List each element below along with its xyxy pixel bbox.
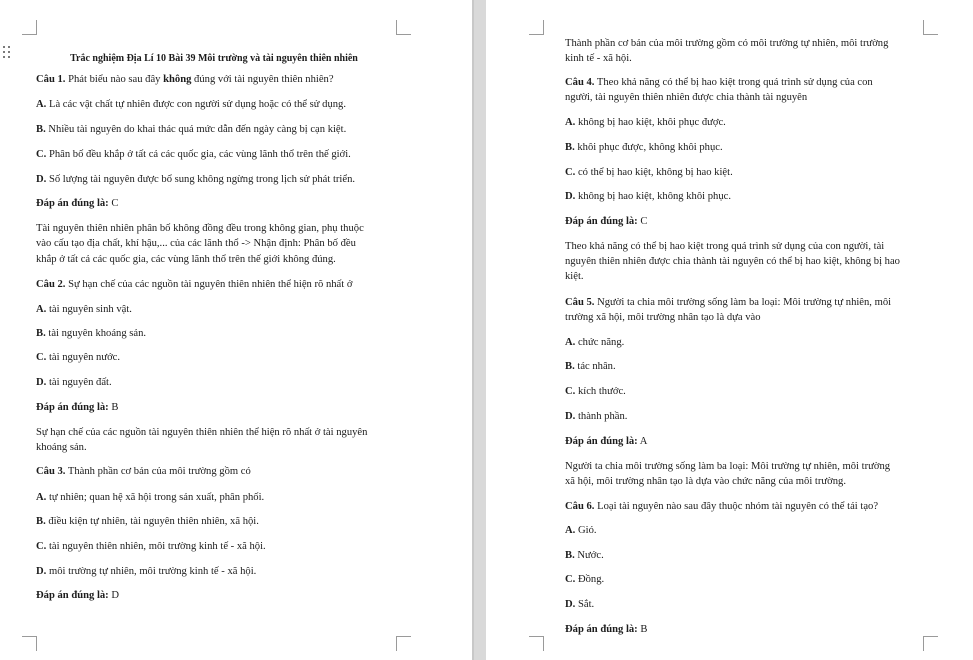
option-letter: C. [36,149,47,160]
option-letter: B. [565,550,575,561]
option-b [565,360,616,373]
option-c [565,385,626,398]
option-letter: D. [565,411,576,422]
question-text-continued: người, tài nguyên thiên nhiên được chia thành tài nguyên [565,92,808,103]
answer-line [36,401,118,414]
question-6 [565,500,878,513]
answer-line [36,197,118,210]
option-letter: D. [565,191,576,202]
explanation-line: Tài nguyên thiên nhiên phân bố không đồng đều trong không gian, phụ thuộc [36,223,364,234]
option-c [36,540,266,553]
option-d [565,190,731,203]
option-d [36,565,256,578]
option-text: tài nguyên nước. [48,352,121,363]
option-text: Là các vật chất tự nhiên được con người sử dụng hoặc có thể sử dụng. [48,99,346,110]
option-letter: D. [36,377,47,388]
option-text: thành phần. [577,411,628,422]
option-d [565,598,594,611]
option-letter: B. [36,516,46,527]
question-number: Câu 6. [565,501,595,512]
option-letter: A. [36,304,47,315]
option-letter: B. [565,142,575,153]
explanation-line: xã hội, môi trường nhân tạo là dựa vào chức năng của môi trường. [565,476,846,487]
option-letter: A. [565,525,576,536]
answer-value: D [111,590,120,601]
option-letter: D. [36,174,47,185]
option-a [36,491,264,504]
question-number: Câu 5. [565,297,595,308]
option-b [565,141,723,154]
explanation-line: Theo khả năng có thể bị hao kiệt trong quá trình sử dụng của con người, tài [565,241,885,252]
option-letter: B. [36,328,46,339]
answer-line [36,589,119,602]
crop-mark-top-right [396,20,411,35]
question-emphasis: không [163,74,192,85]
option-letter: A. [36,492,47,503]
option-a [565,336,624,349]
option-text: không bị hao kiệt, không khôi phục. [577,191,731,202]
option-a [565,116,726,129]
question-4 [565,76,873,89]
option-c [36,351,120,364]
answer-label: Đáp án đúng là: [565,216,638,227]
crop-mark-top-right [923,20,938,35]
question-text: Theo khả năng có thể bị hao kiệt trong quá trình sử dụng của con [596,77,873,88]
option-c [565,166,733,179]
option-text: tài nguyên thiên nhiên, môi trường kinh tế - xã hội. [48,541,266,552]
explanation-line: Người ta chia môi trường sống làm ba loại: Môi trường tự nhiên, môi trường [565,461,891,472]
option-text: khôi phục được, không khôi phục. [577,142,723,153]
option-letter: B. [565,361,575,372]
question-text: Loại tài nguyên nào sau đây thuộc nhóm tài nguyên có thể tái tạo? [597,501,879,512]
option-text: Nhiều tài nguyên do khai thác quá mức dẫn đến ngày càng bị cạn kiệt. [48,124,347,135]
option-d [36,376,112,389]
question-text: Sự hạn chế của các nguồn tài nguyên thiên nhiên thể hiện rõ nhất ở [68,279,353,290]
page-gutter [472,0,486,660]
explanation-line: vào cấu tạo địa chất, khí hậu,... của các lãnh thổ -> Nhận định: Phân bố đều [36,238,356,249]
option-letter: A. [565,337,576,348]
explanation-line: Sự hạn chế của các nguồn tài nguyên thiên nhiên thể hiện rõ nhất ở tài nguyên [36,427,368,438]
option-text: có thể bị hao kiệt, không bị hao kiệt. [577,167,733,178]
option-letter: D. [565,599,576,610]
question-number: Câu 2. [36,279,66,290]
answer-label: Đáp án đúng là: [36,198,109,209]
explanation-line: khắp ở tất cả các quốc gia, các vùng lãnh thổ trên thế giới không đúng. [36,254,336,265]
option-text: tự nhiên; quan hệ xã hội trong sản xuất, phân phối. [48,492,265,503]
answer-label: Đáp án đúng là: [36,402,109,413]
option-letter: C. [565,167,576,178]
question-number: Câu 4. [565,77,595,88]
option-text: Gió. [577,525,597,536]
option-b [565,549,604,562]
answer-value: A [639,436,648,447]
answer-value: C [111,198,119,209]
option-b [36,327,146,340]
option-c [36,148,351,161]
question-number: Câu 3. [36,466,66,477]
crop-mark-top-left [22,20,37,35]
explanation-line: khoáng sản. [36,442,87,453]
option-letter: D. [36,566,47,577]
option-letter: C. [36,541,47,552]
document-title: Trắc nghiệm Địa Lí 10 Bài 39 Môi trường và tài nguyên thiên nhiên [70,53,358,64]
option-d [565,410,627,423]
option-text: điều kiện tự nhiên, tài nguyên thiên nhiên, xã hội. [48,516,259,527]
option-b [36,515,259,528]
crop-mark-top-left [529,20,544,35]
option-text: Đồng. [577,574,605,585]
question-2 [36,278,352,291]
option-text: môi trường tự nhiên, môi trường kinh tế - xã hội. [48,566,257,577]
option-a [36,98,346,111]
question-text-continued: trường xã hội, môi trường nhân tạo là dựa vào [565,312,761,323]
question-number: Câu 1. [36,74,66,85]
question-text: Người ta chia môi trường sống làm ba loại: Môi trường tự nhiên, môi [597,297,892,308]
question-text: Thành phần cơ bản của môi trường gồm có [67,466,251,477]
option-b [36,123,346,136]
option-a [36,303,132,316]
question-1 [36,73,334,86]
option-a [565,524,597,537]
crop-mark-bottom-right [396,636,411,651]
option-text: Phân bố đều khắp ở tất cả các quốc gia, các vùng lãnh thổ trên thế giới. [48,149,351,160]
option-text: tài nguyên sinh vật. [48,304,132,315]
drag-handle-icon[interactable] [3,46,11,60]
option-text: kích thước. [577,386,626,397]
crop-mark-bottom-left [529,636,544,651]
answer-value: B [111,402,119,413]
option-letter: C. [36,352,47,363]
explanation-line: Thành phần cơ bản của môi trường gồm có môi trường tự nhiên, môi trường [565,38,889,49]
crop-mark-bottom-right [923,636,938,651]
page-right [486,0,973,660]
option-text: không bị hao kiệt, khôi phục được. [577,117,726,128]
page-left [0,0,472,660]
explanation-line: kiệt. [565,271,584,282]
crop-mark-bottom-left [22,636,37,651]
option-letter: C. [565,386,576,397]
answer-line [565,623,647,636]
option-text: Sắt. [577,599,595,610]
question-text: Phát biểu nào sau đây [68,74,164,85]
answer-line [565,215,647,228]
option-letter: B. [36,124,46,135]
option-text: tác nhân. [577,361,616,372]
option-letter: C. [565,574,576,585]
option-text: tài nguyên khoáng sản. [48,328,147,339]
option-text: Nước. [577,550,604,561]
question-text: đúng với tài nguyên thiên nhiên? [191,74,334,85]
option-letter: A. [36,99,47,110]
question-5 [565,296,891,309]
option-c [565,573,604,586]
option-text: Số lượng tài nguyên được bổ sung không ngừng trong lịch sử phát triển. [48,174,356,185]
answer-value: C [640,216,648,227]
option-text: tài nguyên đất. [48,377,112,388]
question-3 [36,465,251,478]
answer-label: Đáp án đúng là: [565,624,638,635]
option-d [36,173,355,186]
answer-line [565,435,647,448]
answer-label: Đáp án đúng là: [565,436,638,447]
explanation-line: kinh tế - xã hội. [565,53,632,64]
answer-value: B [640,624,648,635]
option-text: chức năng. [577,337,625,348]
explanation-line: nguyên thiên nhiên được chia thành tài nguyên có thể bị hao kiệt, không bị hao [565,256,900,267]
answer-label: Đáp án đúng là: [36,590,109,601]
option-letter: A. [565,117,576,128]
